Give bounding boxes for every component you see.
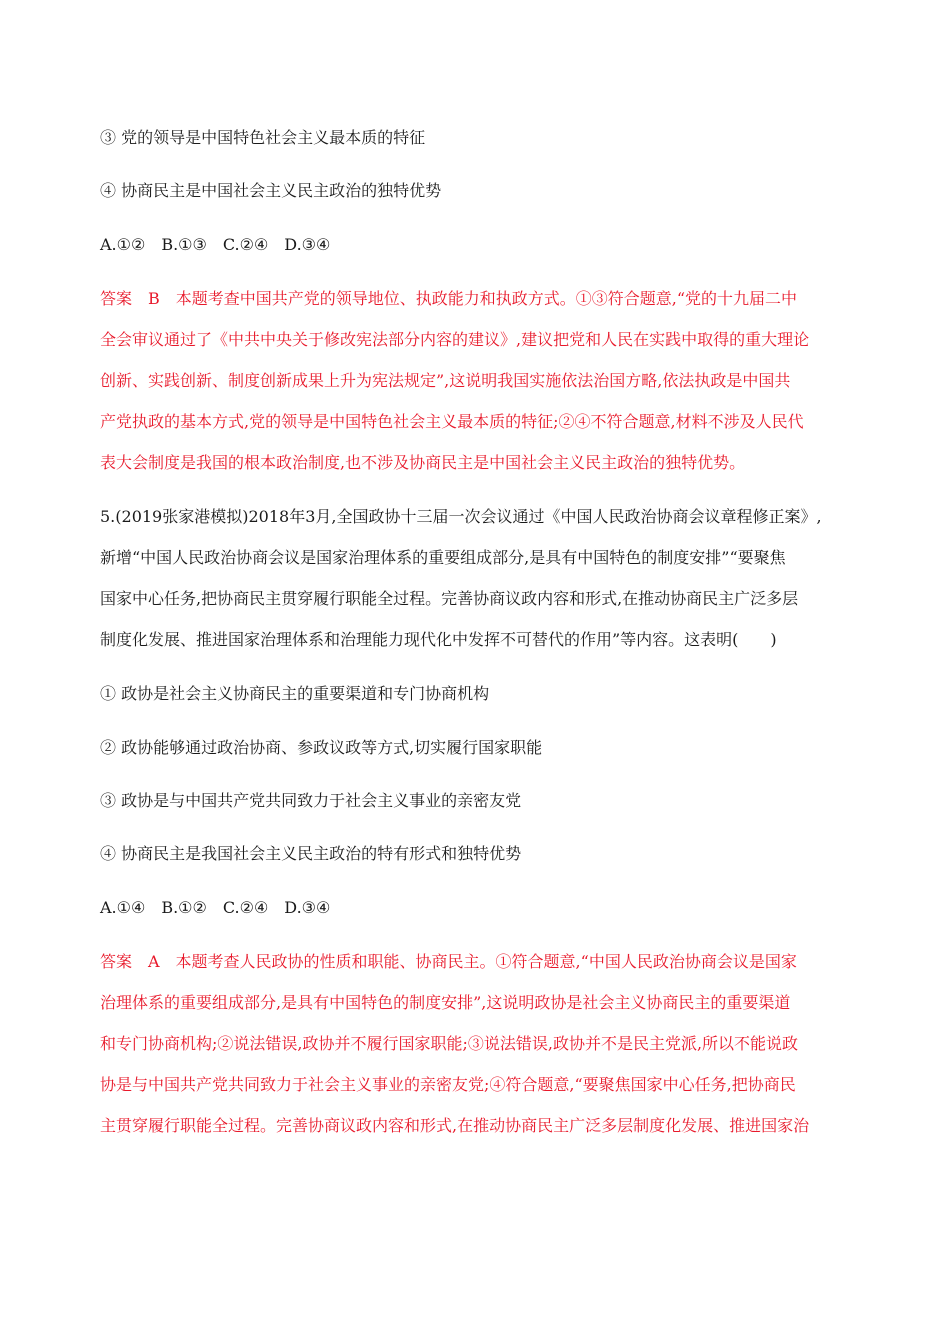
question-line: 新增“中国人民政治协商会议是国家治理体系的重要组成部分,是具有中国特色的制度安排”“要聚焦 bbox=[100, 548, 786, 567]
choices-line: A.①② B.①③ C.②④ D.③④ bbox=[100, 235, 331, 254]
answer-line: 表大会制度是我国的根本政治制度,也不涉及协商民主是中国社会主义民主政治的独特优势。 bbox=[100, 453, 746, 472]
answer-line: 产党执政的基本方式,党的领导是中国特色社会主义最本质的特征;②④不符合题意,材料不涉及人民代 bbox=[100, 412, 804, 431]
question-line: 国家中心任务,把协商民主贯穿履行职能全过程。完善协商议政内容和形式,在推动协商民主广泛多层 bbox=[100, 589, 799, 608]
option-1: ① 政协是社会主义协商民主的重要渠道和专门协商机构 bbox=[100, 684, 490, 703]
option-4: ④ 协商民主是中国社会主义民主政治的独特优势 bbox=[100, 181, 442, 200]
answer-line: 答案 B 本题考查中国共产党的领导地位、执政能力和执政方式。①③符合题意,“党的十九届二中 bbox=[100, 289, 798, 308]
question-line: 5.(2019张家港模拟)2018年3月,全国政协十三届一次会议通过《中国人民政治协商会议章程修正案》, bbox=[100, 507, 822, 526]
option-3: ③ 党的领导是中国特色社会主义最本质的特征 bbox=[100, 128, 426, 147]
answer-line: 创新、实践创新、制度创新成果上升为宪法规定”,这说明我国实施依法治国方略,依法执政是中国共 bbox=[100, 371, 791, 390]
answer-line: 和专门协商机构;②说法错误,政协并不履行国家职能;③说法错误,政协并不是民主党派,所以不能说政 bbox=[100, 1034, 799, 1053]
answer-line: 主贯穿履行职能全过程。完善协商议政内容和形式,在推动协商民主广泛多层制度化发展、推进国家治 bbox=[100, 1116, 810, 1135]
question-line: 制度化发展、推进国家治理体系和治理能力现代化中发挥不可替代的作用”等内容。这表明( ) bbox=[100, 630, 777, 649]
option-4: ④ 协商民主是我国社会主义民主政治的特有形式和独特优势 bbox=[100, 844, 522, 863]
answer-line: 治理体系的重要组成部分,是具有中国特色的制度安排”,这说明政协是社会主义协商民主的重要渠道 bbox=[100, 993, 791, 1012]
option-2: ② 政协能够通过政治协商、参政议政等方式,切实履行国家职能 bbox=[100, 738, 543, 757]
option-3: ③ 政协是与中国共产党共同致力于社会主义事业的亲密友党 bbox=[100, 791, 522, 810]
answer-line: 协是与中国共产党共同致力于社会主义事业的亲密友党;④符合题意,“要聚焦国家中心任务,把协商民 bbox=[100, 1075, 796, 1094]
choices-line: A.①④ B.①② C.②④ D.③④ bbox=[100, 898, 331, 917]
answer-line: 全会审议通过了《中共中央关于修改宪法部分内容的建议》,建议把党和人民在实践中取得的重大理论 bbox=[100, 330, 810, 349]
answer-line: 答案 A 本题考查人民政协的性质和职能、协商民主。①符合题意,“中国人民政治协商会议是国家 bbox=[100, 952, 797, 971]
